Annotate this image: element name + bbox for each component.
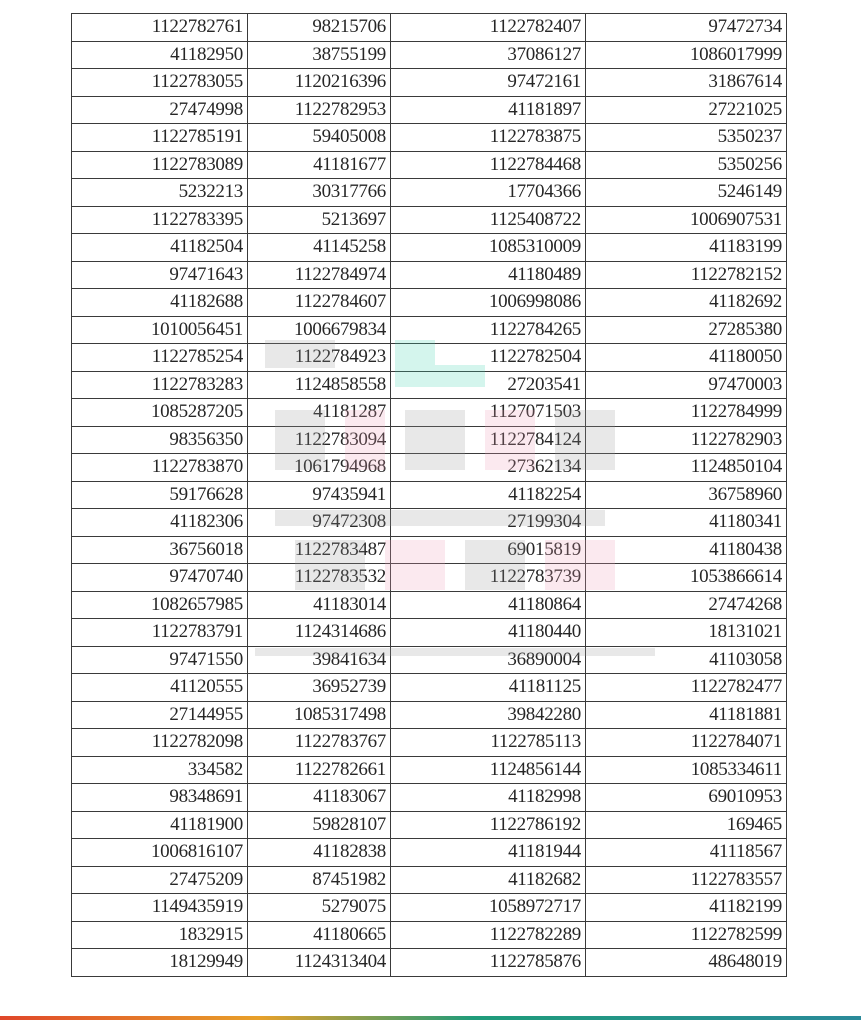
table-cell: 27474998 xyxy=(72,96,248,124)
table-row xyxy=(72,646,787,674)
table-cell: 1125408722 xyxy=(391,206,586,234)
table-cell: 169465 xyxy=(586,811,787,839)
table-cell: 1122782477 xyxy=(586,674,787,702)
table-row xyxy=(72,481,787,509)
table-cell: 41182950 xyxy=(72,41,248,69)
table-row xyxy=(72,509,787,537)
table-cell: 1124858558 xyxy=(248,371,391,399)
table-row xyxy=(72,454,787,482)
table-cell: 1006907531 xyxy=(586,206,787,234)
table-cell: 1085287205 xyxy=(72,399,248,427)
table-cell: 1082657985 xyxy=(72,591,248,619)
table-cell: 1122784071 xyxy=(586,729,787,757)
table-cell: 1149435919 xyxy=(72,894,248,922)
table-body xyxy=(72,14,787,977)
table-cell: 98348691 xyxy=(72,784,248,812)
table-cell: 1122783055 xyxy=(72,69,248,97)
table-cell: 41183067 xyxy=(248,784,391,812)
table-row xyxy=(72,124,787,152)
table-row xyxy=(72,729,787,757)
table-cell: 36756018 xyxy=(72,536,248,564)
table-cell: 1122784124 xyxy=(391,426,586,454)
table-cell: 97471550 xyxy=(72,646,248,674)
table-row xyxy=(72,96,787,124)
table-cell: 27221025 xyxy=(586,96,787,124)
table-cell: 1122782504 xyxy=(391,344,586,372)
table-cell: 1124850104 xyxy=(586,454,787,482)
table-cell: 1122782661 xyxy=(248,756,391,784)
table-cell: 41183014 xyxy=(248,591,391,619)
table-row xyxy=(72,564,787,592)
table-cell: 1122782289 xyxy=(391,921,586,949)
table-row xyxy=(72,784,787,812)
table-cell: 27475209 xyxy=(72,866,248,894)
table-cell: 1061794968 xyxy=(248,454,391,482)
table-cell: 87451982 xyxy=(248,866,391,894)
table-cell: 1124856144 xyxy=(391,756,586,784)
table-cell: 41180440 xyxy=(391,619,586,647)
table-cell: 59828107 xyxy=(248,811,391,839)
table-cell: 41182306 xyxy=(72,509,248,537)
table-row xyxy=(72,151,787,179)
table-row xyxy=(72,261,787,289)
table-cell: 1085334611 xyxy=(586,756,787,784)
table-cell: 1085317498 xyxy=(248,701,391,729)
table-cell: 30317766 xyxy=(248,179,391,207)
table-cell: 41182692 xyxy=(586,289,787,317)
table-cell: 41181900 xyxy=(72,811,248,839)
table-cell: 39841634 xyxy=(248,646,391,674)
table-cell: 41103058 xyxy=(586,646,787,674)
table-cell: 1006679834 xyxy=(248,316,391,344)
table-cell: 5350237 xyxy=(586,124,787,152)
table-cell: 1122785113 xyxy=(391,729,586,757)
table-cell: 41180665 xyxy=(248,921,391,949)
table-cell: 41182504 xyxy=(72,234,248,262)
number-table xyxy=(71,13,787,977)
table-cell: 5350256 xyxy=(586,151,787,179)
table-row xyxy=(72,536,787,564)
table-row xyxy=(72,206,787,234)
table-cell: 41180438 xyxy=(586,536,787,564)
table-cell: 1122783395 xyxy=(72,206,248,234)
table-cell: 18131021 xyxy=(586,619,787,647)
table-cell: 97470740 xyxy=(72,564,248,592)
table-cell: 48648019 xyxy=(586,949,787,977)
table-cell: 1122783875 xyxy=(391,124,586,152)
table-cell: 36758960 xyxy=(586,481,787,509)
table-row xyxy=(72,69,787,97)
table-cell: 1122782407 xyxy=(391,14,586,42)
table-cell: 1124313404 xyxy=(248,949,391,977)
table-cell: 1122784999 xyxy=(586,399,787,427)
table-cell: 1122784923 xyxy=(248,344,391,372)
table-row xyxy=(72,949,787,977)
table-row xyxy=(72,179,787,207)
table-cell: 37086127 xyxy=(391,41,586,69)
table-cell: 97472308 xyxy=(248,509,391,537)
table-cell: 1053866614 xyxy=(586,564,787,592)
table-cell: 98356350 xyxy=(72,426,248,454)
table-cell: 41182199 xyxy=(586,894,787,922)
table-cell: 1122785254 xyxy=(72,344,248,372)
table-cell: 1122784607 xyxy=(248,289,391,317)
table-cell: 98215706 xyxy=(248,14,391,42)
table-cell: 1127071503 xyxy=(391,399,586,427)
bottom-color-strip xyxy=(0,1016,861,1020)
table-cell: 36890004 xyxy=(391,646,586,674)
table-cell: 1122782953 xyxy=(248,96,391,124)
table-cell: 41180341 xyxy=(586,509,787,537)
table-cell: 1085310009 xyxy=(391,234,586,262)
table-cell: 41180050 xyxy=(586,344,787,372)
table-cell: 41182838 xyxy=(248,839,391,867)
table-cell: 41181897 xyxy=(391,96,586,124)
table-cell: 1122783557 xyxy=(586,866,787,894)
table-row xyxy=(72,14,787,42)
table-cell: 1122784468 xyxy=(391,151,586,179)
table-cell: 27203541 xyxy=(391,371,586,399)
table-row xyxy=(72,41,787,69)
table-cell: 1832915 xyxy=(72,921,248,949)
table-cell: 1122783487 xyxy=(248,536,391,564)
table-cell: 59405008 xyxy=(248,124,391,152)
table-cell: 1122782599 xyxy=(586,921,787,949)
table-cell: 39842280 xyxy=(391,701,586,729)
table-cell: 97472161 xyxy=(391,69,586,97)
table-cell: 1122785191 xyxy=(72,124,248,152)
table-cell: 1120216396 xyxy=(248,69,391,97)
table-cell: 27144955 xyxy=(72,701,248,729)
table-cell: 41181125 xyxy=(391,674,586,702)
table-cell: 27285380 xyxy=(586,316,787,344)
table-cell: 1122783767 xyxy=(248,729,391,757)
table-row xyxy=(72,756,787,784)
table-cell: 41182688 xyxy=(72,289,248,317)
table-cell: 97470003 xyxy=(586,371,787,399)
table-row xyxy=(72,619,787,647)
table-cell: 97471643 xyxy=(72,261,248,289)
table-cell: 1086017999 xyxy=(586,41,787,69)
table-cell: 97435941 xyxy=(248,481,391,509)
table-cell: 41182254 xyxy=(391,481,586,509)
table-row xyxy=(72,234,787,262)
table-cell: 1124314686 xyxy=(248,619,391,647)
table-cell: 1122785876 xyxy=(391,949,586,977)
table-cell: 41180864 xyxy=(391,591,586,619)
table-row xyxy=(72,344,787,372)
table-cell: 1122783089 xyxy=(72,151,248,179)
table-cell: 1122784974 xyxy=(248,261,391,289)
table-row xyxy=(72,674,787,702)
table-cell: 5213697 xyxy=(248,206,391,234)
table-cell: 1122786192 xyxy=(391,811,586,839)
table-cell: 1122782903 xyxy=(586,426,787,454)
table-cell: 41145258 xyxy=(248,234,391,262)
table-cell: 17704366 xyxy=(391,179,586,207)
table-cell: 41118567 xyxy=(586,839,787,867)
table-cell: 1122783094 xyxy=(248,426,391,454)
table-cell: 38755199 xyxy=(248,41,391,69)
table-row xyxy=(72,811,787,839)
table-cell: 31867614 xyxy=(586,69,787,97)
table-cell: 41181881 xyxy=(586,701,787,729)
table-cell: 1122783739 xyxy=(391,564,586,592)
table-row xyxy=(72,894,787,922)
table-cell: 1122782098 xyxy=(72,729,248,757)
table-cell: 1006816107 xyxy=(72,839,248,867)
table-cell: 36952739 xyxy=(248,674,391,702)
table-cell: 69015819 xyxy=(391,536,586,564)
table-cell: 334582 xyxy=(72,756,248,784)
table-cell: 1006998086 xyxy=(391,289,586,317)
table-cell: 1122783870 xyxy=(72,454,248,482)
table-row xyxy=(72,921,787,949)
table-cell: 41120555 xyxy=(72,674,248,702)
table-cell: 1122783791 xyxy=(72,619,248,647)
table-cell: 18129949 xyxy=(72,949,248,977)
table-row xyxy=(72,839,787,867)
table-row xyxy=(72,701,787,729)
table-cell: 27474268 xyxy=(586,591,787,619)
table-cell: 1122784265 xyxy=(391,316,586,344)
table-row xyxy=(72,426,787,454)
table-row xyxy=(72,371,787,399)
table-cell: 1122783283 xyxy=(72,371,248,399)
table-cell: 41180489 xyxy=(391,261,586,289)
table-cell: 41181287 xyxy=(248,399,391,427)
table-cell: 41182998 xyxy=(391,784,586,812)
table-cell: 41182682 xyxy=(391,866,586,894)
table-row xyxy=(72,399,787,427)
table-cell: 41181677 xyxy=(248,151,391,179)
table-cell: 27199304 xyxy=(391,509,586,537)
table-cell: 5279075 xyxy=(248,894,391,922)
table-cell: 1122782761 xyxy=(72,14,248,42)
table-cell: 69010953 xyxy=(586,784,787,812)
table-cell: 41181944 xyxy=(391,839,586,867)
table-row xyxy=(72,866,787,894)
table-cell: 5232213 xyxy=(72,179,248,207)
table-cell: 59176628 xyxy=(72,481,248,509)
table-cell: 1122782152 xyxy=(586,261,787,289)
table-cell: 41183199 xyxy=(586,234,787,262)
table-cell: 27362134 xyxy=(391,454,586,482)
table-row xyxy=(72,591,787,619)
table-row xyxy=(72,289,787,317)
table-cell: 5246149 xyxy=(586,179,787,207)
table-cell: 1058972717 xyxy=(391,894,586,922)
table-cell: 97472734 xyxy=(586,14,787,42)
table-row xyxy=(72,316,787,344)
table-cell: 1122783532 xyxy=(248,564,391,592)
table-cell: 1010056451 xyxy=(72,316,248,344)
